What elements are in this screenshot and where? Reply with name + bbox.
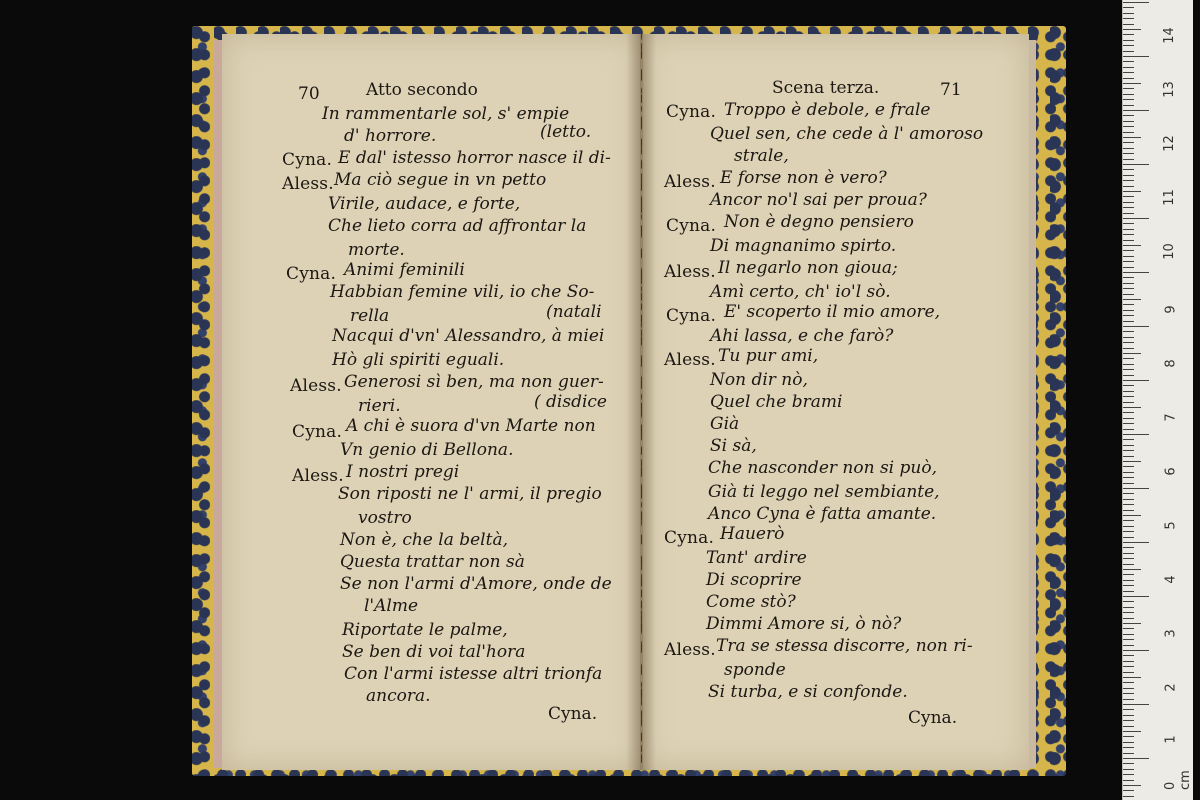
verse-line: Che lieto corra ad affrontar la <box>328 216 587 236</box>
ruler-tick <box>1123 331 1134 332</box>
verse-line: Ahi lassa, e che farò? <box>710 326 894 346</box>
verse-line: (letto. <box>540 122 592 142</box>
book-gutter <box>626 34 656 770</box>
verse-line: Dimmi Amore si, ò nò? <box>706 614 902 634</box>
speaker-label: Cyna. <box>666 216 717 236</box>
speaker-label: Cyna. <box>282 150 333 170</box>
verse-line: E' scoperto il mio amore, <box>724 302 941 322</box>
ruler-tick <box>1123 439 1134 440</box>
ruler-tick <box>1123 655 1134 656</box>
ruler-tick <box>1123 796 1134 797</box>
verse-line: ancora. <box>366 686 431 706</box>
verse-line: Hò gli spiriti eguali. <box>332 350 505 370</box>
ruler-tick <box>1123 488 1149 489</box>
ruler-tick <box>1123 272 1149 273</box>
ruler-tick <box>1123 223 1134 224</box>
ruler-tick <box>1123 456 1134 457</box>
verse-line: Amì certo, ch' io'l sò. <box>710 282 891 302</box>
ruler-tick <box>1123 677 1141 678</box>
ruler-tick <box>1123 315 1134 316</box>
verse-line: Hauerò <box>720 524 785 544</box>
ruler-tick <box>1123 88 1134 89</box>
ruler-tick <box>1123 202 1134 203</box>
ruler-tick <box>1123 774 1134 775</box>
ruler-tick <box>1123 423 1134 424</box>
ruler-tick <box>1123 375 1134 376</box>
ruler-tick <box>1123 83 1141 84</box>
verse-line: Si turba, e si confonde. <box>708 682 908 702</box>
verse-line: l'Alme <box>364 596 419 616</box>
ruler-tick <box>1123 51 1134 52</box>
page-number: 71 <box>940 80 962 100</box>
ruler-tick <box>1123 337 1134 338</box>
ruler-tick <box>1123 175 1134 176</box>
ruler-tick <box>1123 628 1134 629</box>
ruler-tick <box>1123 709 1134 710</box>
verse-line: Animi feminili <box>344 260 465 280</box>
ruler-tick <box>1123 115 1134 116</box>
ruler-tick <box>1123 186 1134 187</box>
ruler-tick <box>1123 385 1134 386</box>
ruler-tick <box>1123 672 1134 673</box>
speaker-label: Cyna. <box>666 306 717 326</box>
ruler-tick <box>1123 731 1141 732</box>
ruler-tick <box>1123 639 1134 640</box>
ruler-tick <box>1123 169 1134 170</box>
ruler-tick <box>1123 18 1134 19</box>
ruler-tick <box>1123 515 1141 516</box>
ruler-tick <box>1123 747 1134 748</box>
verse-line: sponde <box>724 660 786 680</box>
speaker-label: Aless. <box>664 172 716 192</box>
ruler-tick <box>1123 132 1134 133</box>
ruler-tick <box>1123 256 1134 257</box>
ruler-tick <box>1123 526 1134 527</box>
ruler-tick <box>1123 99 1134 100</box>
ruler-tick <box>1123 234 1134 235</box>
ruler-tick <box>1123 391 1134 392</box>
ruler-tick <box>1123 229 1134 230</box>
speaker-label: Aless. <box>664 262 716 282</box>
ruler-tick <box>1123 758 1149 759</box>
ruler-tick <box>1123 261 1134 262</box>
ruler-tick <box>1123 477 1134 478</box>
ruler-tick <box>1123 326 1149 327</box>
ruler-tick <box>1123 2 1149 3</box>
ruler-tick <box>1123 763 1134 764</box>
ruler-tick <box>1123 531 1134 532</box>
verse-line: Virile, audace, e forte, <box>328 194 521 214</box>
ruler-tick <box>1123 542 1149 543</box>
verse-line: In rammentarle sol, s' empie <box>322 104 570 124</box>
ruler-tick <box>1123 699 1134 700</box>
ruler-number: 11 <box>1161 189 1177 206</box>
verse-line: Non dir nò, <box>710 370 808 390</box>
ruler-tick <box>1123 396 1134 397</box>
ruler-tick <box>1123 666 1134 667</box>
ruler-tick <box>1123 601 1134 602</box>
ruler-tick <box>1123 472 1134 473</box>
ruler-tick <box>1123 726 1134 727</box>
verse-line: Già <box>710 414 740 434</box>
verse-line: Troppo è debole, e frale <box>724 100 931 120</box>
ruler-tick <box>1123 342 1134 343</box>
ruler-tick <box>1123 634 1134 635</box>
ruler-tick <box>1123 348 1134 349</box>
page-number: 70 <box>298 84 320 104</box>
ruler-tick <box>1123 121 1134 122</box>
ruler-tick <box>1123 483 1134 484</box>
verse-line: Quel che brami <box>710 392 843 412</box>
ruler-tick <box>1123 407 1141 408</box>
ruler-tick <box>1123 191 1141 192</box>
ruler-tick <box>1123 353 1141 354</box>
verse-line: Quel sen, che cede à l' amoroso <box>710 124 984 144</box>
ruler-tick <box>1123 78 1134 79</box>
ruler-tick <box>1123 623 1141 624</box>
ruler-tick <box>1123 564 1134 565</box>
verse-line: Riportate le palme, <box>342 620 508 640</box>
ruler-tick <box>1123 240 1134 241</box>
speaker-label: Aless. <box>664 640 716 660</box>
running-header: Atto secondo <box>366 80 478 100</box>
ruler-tick <box>1123 520 1134 521</box>
speaker-label: Aless. <box>290 376 342 396</box>
ruler-tick <box>1123 213 1134 214</box>
ruler-tick <box>1123 612 1134 613</box>
ruler-tick <box>1123 450 1134 451</box>
ruler-tick <box>1123 13 1134 14</box>
ruler-tick <box>1123 780 1134 781</box>
verse-line: Tu pur ami, <box>718 346 819 366</box>
verse-line: Nacqui d'vn' Alessandro, à miei <box>332 326 605 346</box>
verse-line: Questa trattar non sà <box>340 552 525 572</box>
verse-line: Anco Cyna è fatta amante. <box>708 504 937 524</box>
ruler-tick <box>1123 553 1134 554</box>
ruler-tick <box>1123 769 1134 770</box>
catchword: Cyna. <box>548 704 598 724</box>
ruler-tick <box>1123 412 1134 413</box>
ruler-tick <box>1123 369 1134 370</box>
ruler-tick <box>1123 153 1134 154</box>
ruler-number: 14 <box>1161 27 1177 44</box>
ruler-tick <box>1123 72 1134 73</box>
ruler-tick <box>1123 299 1141 300</box>
speaker-label: Aless. <box>282 174 334 194</box>
ruler-unit-label: 0 cm <box>1163 770 1193 790</box>
verse-line: E dal' istesso horror nasce il di- <box>338 148 611 168</box>
ruler-tick <box>1123 250 1134 251</box>
ruler-tick <box>1123 310 1134 311</box>
ruler-tick <box>1123 105 1134 106</box>
verse-line: Tant' ardire <box>706 548 807 568</box>
verse-line: Tra se stessa discorre, non ri- <box>716 636 973 656</box>
verse-line: Ancor no'l sai per proua? <box>710 190 927 210</box>
ruler-number: 8 <box>1163 359 1179 368</box>
ruler-tick <box>1123 591 1134 592</box>
ruler-tick <box>1123 110 1149 111</box>
verse-line: Che nasconder non si può, <box>708 458 937 478</box>
ruler-tick <box>1123 61 1134 62</box>
ruler-tick <box>1123 164 1149 165</box>
ruler-tick <box>1123 288 1134 289</box>
ruler-tick <box>1123 267 1134 268</box>
ruler-tick <box>1123 499 1134 500</box>
ruler-tick <box>1123 580 1134 581</box>
verse-line: Di magnanimo spirto. <box>710 236 897 256</box>
ruler-number: 12 <box>1161 135 1177 152</box>
ruler-number: 5 <box>1163 521 1179 530</box>
ruler-tick <box>1123 277 1134 278</box>
ruler-tick <box>1123 693 1134 694</box>
ruler-tick <box>1123 137 1141 138</box>
ruler-number: 7 <box>1163 413 1179 422</box>
ruler-tick <box>1123 283 1134 284</box>
verse-line: morte. <box>348 240 405 260</box>
ruler-tick <box>1123 445 1134 446</box>
verse-line: A chi è suora d'vn Marte non <box>346 416 596 436</box>
verse-line: Si sà, <box>710 436 757 456</box>
ruler-tick <box>1123 596 1149 597</box>
ruler-tick <box>1123 650 1149 651</box>
ruler-tick <box>1123 321 1134 322</box>
measurement-ruler <box>1122 0 1193 800</box>
verse-line: Son riposti ne l' armi, il pregio <box>338 484 602 504</box>
ruler-tick <box>1123 504 1134 505</box>
running-header: Scena terza. <box>772 78 880 98</box>
ruler-tick <box>1123 753 1134 754</box>
verse-line: Non è degno pensiero <box>724 212 914 232</box>
ruler-tick <box>1123 148 1134 149</box>
ruler-tick <box>1123 790 1134 791</box>
verse-line: Non è, che la beltà, <box>340 530 508 550</box>
ruler-tick <box>1123 645 1134 646</box>
verse-line: Con l'armi istesse altri trionfa <box>344 664 603 684</box>
verse-line: Habbian femine vili, io che So- <box>330 282 595 302</box>
ruler-number: 6 <box>1163 467 1179 476</box>
speaker-label: Cyna. <box>286 264 337 284</box>
catchword: Cyna. <box>908 708 958 728</box>
ruler-tick <box>1123 29 1141 30</box>
verse-line: rella <box>350 306 390 326</box>
ruler-tick <box>1123 510 1134 511</box>
verse-line: rieri. <box>358 396 401 416</box>
verse-line: d' horrore. <box>344 126 437 146</box>
ruler-tick <box>1123 682 1134 683</box>
ruler-tick <box>1123 537 1134 538</box>
ruler-tick <box>1123 402 1134 403</box>
ruler-number: 4 <box>1163 575 1179 584</box>
verse-line: Di scoprire <box>706 570 802 590</box>
ruler-number: 3 <box>1163 629 1179 638</box>
ruler-tick <box>1123 45 1134 46</box>
speaker-label: Aless. <box>664 350 716 370</box>
ruler-tick <box>1123 742 1134 743</box>
ruler-tick <box>1123 785 1141 786</box>
verse-line: (natali <box>546 302 602 322</box>
ruler-tick <box>1123 720 1134 721</box>
ruler-tick <box>1123 196 1134 197</box>
ruler-tick <box>1123 558 1134 559</box>
ruler-tick <box>1123 7 1134 8</box>
ruler-tick <box>1123 358 1134 359</box>
speaker-label: Aless. <box>292 466 344 486</box>
verse-line: Come stò? <box>706 592 796 612</box>
ruler-tick <box>1123 294 1134 295</box>
ruler-tick <box>1123 304 1134 305</box>
verse-line: Il negarlo non gioua; <box>718 258 898 278</box>
ruler-tick <box>1123 585 1134 586</box>
verse-line: strale, <box>734 146 789 166</box>
ruler-tick <box>1123 364 1134 365</box>
verse-line: Già ti leggo nel sembiante, <box>708 482 940 502</box>
ruler-number: 9 <box>1163 305 1179 314</box>
ruler-number: 10 <box>1161 243 1177 260</box>
ruler-tick <box>1123 126 1134 127</box>
ruler-tick <box>1123 434 1149 435</box>
verse-line: E forse non è vero? <box>720 168 887 188</box>
verse-line: Se non l'armi d'Amore, onde de <box>340 574 612 594</box>
ruler-tick <box>1123 461 1141 462</box>
ruler-tick <box>1123 661 1134 662</box>
ruler-tick <box>1123 218 1149 219</box>
ruler-tick <box>1123 56 1149 57</box>
ruler-tick <box>1123 418 1134 419</box>
verse-line: I nostri pregi <box>346 462 460 482</box>
ruler-tick <box>1123 574 1134 575</box>
ruler-tick <box>1123 380 1149 381</box>
ruler-tick <box>1123 180 1134 181</box>
ruler-tick <box>1123 607 1134 608</box>
ruler-tick <box>1123 547 1134 548</box>
speaker-label: Cyna. <box>664 528 715 548</box>
ruler-tick <box>1123 736 1134 737</box>
verse-line: Ma ciò segue in vn petto <box>334 170 547 190</box>
verse-line: vostro <box>358 508 412 528</box>
ruler-number: 13 <box>1161 81 1177 98</box>
ruler-number: 2 <box>1163 683 1179 692</box>
ruler-tick <box>1123 34 1134 35</box>
ruler-number: 1 <box>1163 735 1179 744</box>
ruler-tick <box>1123 94 1134 95</box>
verse-line: ( disdice <box>534 392 607 412</box>
ruler-tick <box>1123 159 1134 160</box>
ruler-tick <box>1123 207 1134 208</box>
verse-line: Vn genio di Bellona. <box>340 440 514 460</box>
ruler-tick <box>1123 24 1134 25</box>
ruler-tick <box>1123 688 1134 689</box>
ruler-tick <box>1123 704 1149 705</box>
speaker-label: Cyna. <box>292 422 343 442</box>
ruler-tick <box>1123 618 1134 619</box>
ruler-tick <box>1123 40 1134 41</box>
ruler-tick <box>1123 715 1134 716</box>
ruler-tick <box>1123 493 1134 494</box>
ruler-tick <box>1123 466 1134 467</box>
ruler-tick <box>1123 142 1134 143</box>
ruler-tick <box>1123 429 1134 430</box>
ruler-tick <box>1123 569 1141 570</box>
verse-line: Se ben di voi tal'hora <box>342 642 526 662</box>
ruler-tick <box>1123 67 1134 68</box>
speaker-label: Cyna. <box>666 102 717 122</box>
ruler-tick <box>1123 245 1141 246</box>
verse-line: Generosi sì ben, ma non guer- <box>344 372 604 392</box>
